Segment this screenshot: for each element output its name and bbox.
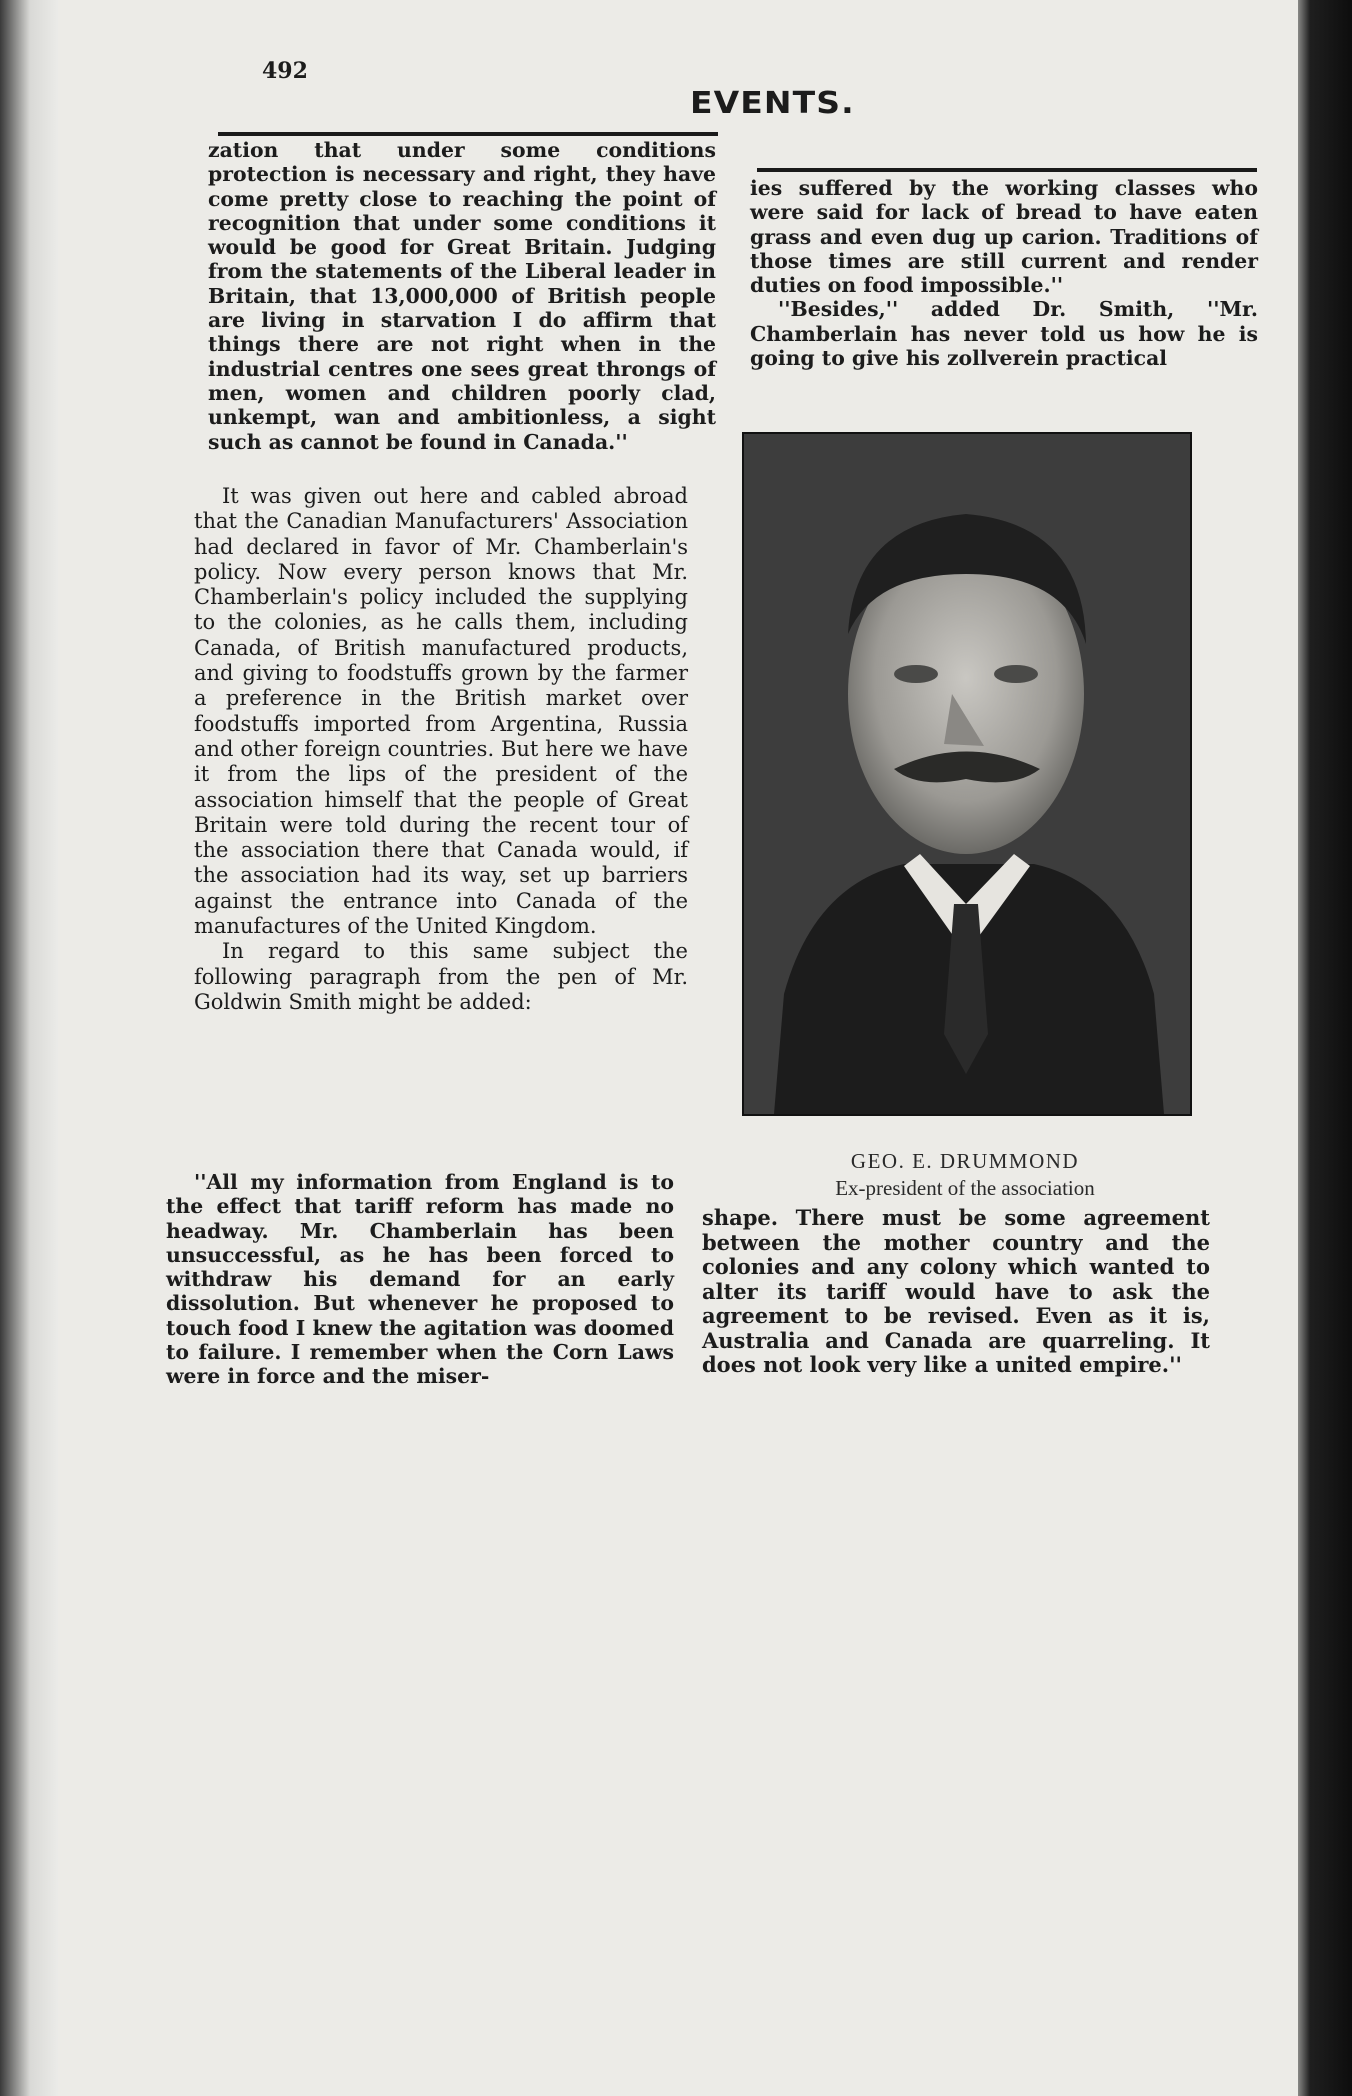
paragraph: In regard to this same subject the following paragraph from the pen of Mr. Goldwin Smith might be added: — [194, 939, 688, 1014]
left-column-middle — [194, 484, 688, 1015]
page-number: 492 — [262, 58, 308, 84]
left-column-top — [208, 138, 716, 454]
column-rule-left — [218, 132, 718, 136]
portrait-photo — [742, 432, 1192, 1116]
left-column-quote — [166, 1170, 674, 1389]
paragraph: ''All my information from England is to the effect that tariff reform has made no headway. Mr. Chamberlain has been unsuccessful, as he has been forced to withdraw his demand for an early dissolution. But whenever he proposed to touch food I knew the agitation was doomed to failure. I remember when the Corn Laws were in force and the miser- — [166, 1170, 674, 1389]
portrait-photo-icon — [744, 434, 1190, 1114]
photo-caption — [742, 1148, 1188, 1202]
paragraph: shape. There must be some agreement between the mother country and the colonies and any colony which wanted to alter its tariff would have to ask the agreement to be revised. Even as it is, Australia and Canada are quarreling. It does not look very like a united empire.'' — [702, 1205, 1210, 1377]
paragraph: ies suffered by the working classes who were said for lack of bread to have eaten grass and even dug up carion. Traditions of those times are still current and render duties on food impossible.'' — [750, 176, 1258, 298]
paragraph: ''Besides,'' added Dr. Smith, ''Mr. Chamberlain has never told us how he is going to give his zollverein practical — [750, 297, 1258, 371]
running-head: EVENTS. — [690, 86, 855, 121]
right-column-top — [750, 176, 1258, 370]
caption-title: Ex-president of the association — [835, 1176, 1095, 1200]
paragraph: zation that under some conditions protection is necessary and right, they have come pretty close to reaching the point of recognition that under some conditions it would be good for Great Britain. Judging from the statements of the Liberal leader in Britain, that 13,000,000 of British people are living in starvation I do affirm that things there are not right when in the industrial centres one sees great throngs of men, women and children poorly clad, unkempt, wan and ambitionless, a sight such as cannot be found in Canada.'' — [208, 138, 716, 454]
paragraph: It was given out here and cabled abroad that the Canadian Manufacturers' Association had declared in favor of Mr. Chamberlain's policy. Now every person knows that Mr. Chamberlain's policy included the supplying to the colonies, as he calls them, including Canada, of British manufactured products, and giving to foodstuffs grown by the farmer a preference in the British market over foodstuffs imported from Argentina, Russia and other foreign countries. But here we have it from the lips of the president of the association himself that the people of Great Britain were told during the recent tour of the association there that Canada would, if the association had its way, set up barriers against the entrance into Canada of the manufactures of the United Kingdom. — [194, 484, 688, 939]
right-column-bottom — [702, 1206, 1210, 1378]
caption-name: GEO. E. DRUMMOND — [850, 1149, 1080, 1173]
column-rule-right — [757, 168, 1257, 172]
